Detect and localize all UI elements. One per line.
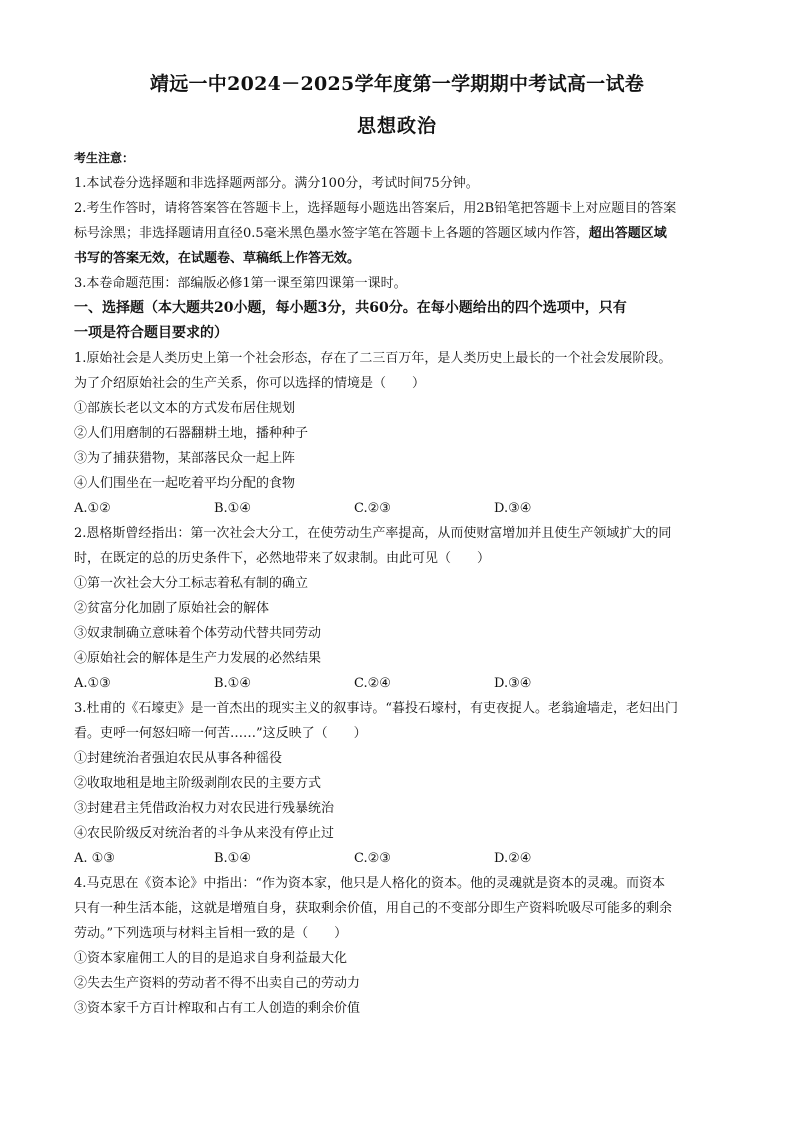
notice-item-2-line-3: 书写的答案无效，在试题卷、草稿纸上作答无效。	[74, 251, 361, 266]
section-heading-line-1: 一、选择题（本大题共20小题，每小题3分，共60分。在每小题给出的四个选项中，只有	[74, 300, 627, 316]
answer-option: B.①④	[214, 851, 251, 866]
page-title: 靖远一中2024－2025学年度第一学期期中考试高一试卷	[149, 73, 645, 95]
answer-option: C.②③	[354, 501, 391, 516]
notice-item-2-bold-text: 超出答题区域	[588, 226, 667, 241]
notice-item-2-line-1: 2.考生作答时，请将答案答在答题卡上，选择题每小题选出答案后，用2B铅笔把答题卡上对应题目的答案	[74, 201, 677, 216]
notice-item-1: 1.本试卷分选择题和非选择题两部分。满分100分，考试时间75分钟。	[74, 176, 479, 191]
question-stem-line: 看。吏呼一何怒妇啼一何苦……”这反映了（ ）	[74, 726, 367, 741]
question-stem-line: 只有一种生活本能，这就是增殖自身，获取剩余价值，用自己的不变部分即生产资料吮吸尽可能多的剩余	[74, 901, 673, 916]
question-2	[74, 521, 724, 696]
question-4	[74, 871, 724, 1021]
question-stem-line: 1.原始社会是人类历史上第一个社会形态，存在了二三百万年，是人类历史上最长的一个社会发展阶段。	[74, 351, 672, 366]
statement-item: ④农民阶级反对统治者的斗争从来没有停止过	[74, 826, 335, 841]
question-stem-line: 为了介绍原始社会的生产关系，你可以选择的情境是（ ）	[74, 376, 426, 391]
answer-option: A. ①③	[74, 851, 115, 866]
statement-item: ③资本家千方百计榨取和占有工人创造的剩余价值	[74, 1001, 361, 1016]
answer-option: D.③④	[494, 676, 532, 691]
question-1	[74, 346, 724, 521]
notice-item-2-normal-text: 标号涂黑；非选择题请用直径0.5毫米黑色墨水签字笔在答题卡上各题的答题区域内作答，	[74, 226, 589, 241]
answer-option: D.②④	[494, 851, 532, 866]
statement-item: ①第一次社会大分工标志着私有制的确立	[74, 576, 309, 591]
question-stem-line: 2.恩格斯曾经指出：第一次社会大分工，在使劳动生产率提高，从而使财富增加并且使生产领域扩大的同	[74, 526, 672, 541]
answer-options	[74, 671, 724, 696]
statement-item: ③奴隶制确立意味着个体劳动代替共同劳动	[74, 626, 322, 641]
subject-title: 思想政治	[356, 115, 437, 137]
statement-item: ④人们围坐在一起吃着平均分配的食物	[74, 476, 296, 491]
question-stem-line: 劳动。”下列选项与材料主旨相一致的是（ ）	[74, 926, 348, 941]
statement-item: ①资本家雇佣工人的目的是追求自身利益最大化	[74, 951, 348, 966]
statement-item: ③封建君主凭借政治权力对农民进行残暴统治	[74, 801, 335, 816]
question-list	[74, 346, 724, 1021]
answer-option: B.①④	[214, 501, 251, 516]
statement-item: ②失去生产资料的劳动者不得不出卖自己的劳动力	[74, 976, 361, 991]
answer-option: C.②③	[354, 851, 391, 866]
statement-item: ④原始社会的解体是生产力发展的必然结果	[74, 651, 322, 666]
statement-item: ②收取地租是地主阶级剥削农民的主要方式	[74, 776, 322, 791]
notice-heading: 考生注意：	[74, 151, 135, 165]
answer-option: A.①②	[74, 501, 111, 516]
answer-option: B.①④	[214, 676, 251, 691]
section-heading-line-2: 一项是符合题目要求的）	[74, 325, 228, 341]
statement-item: ②人们用磨制的石器翻耕土地，播种种子	[74, 426, 309, 441]
notice-item-3: 3.本卷命题范围：部编版必修1第一课至第四课第一课时。	[74, 276, 407, 291]
notice-item-2-line-2	[74, 221, 724, 246]
statement-item: ①封建统治者强迫农民从事各种徭役	[74, 751, 283, 766]
statement-item: ②贫富分化加剧了原始社会的解体	[74, 601, 270, 616]
question-3	[74, 696, 724, 871]
statement-item: ①部族长老以文本的方式发布居住规划	[74, 401, 296, 416]
answer-option: D.③④	[494, 501, 532, 516]
answer-option: A.①③	[74, 676, 111, 691]
exam-body	[74, 146, 724, 1021]
answer-option: C.②④	[354, 676, 391, 691]
answer-options	[74, 846, 724, 871]
answer-options	[74, 496, 724, 521]
question-stem-line: 3.杜甫的《石壕吏》是一首杰出的现实主义的叙事诗。“暮投石壕村，有吏夜捉人。老翁逾墙走，老妇出门	[74, 701, 679, 716]
question-stem-line: 时，在既定的总的历史条件下，必然地带来了奴隶制。由此可见（ ）	[74, 551, 491, 566]
statement-item: ③为了捕获猎物，某部落民众一起上阵	[74, 451, 296, 466]
question-stem-line: 4.马克思在《资本论》中指出：“作为资本家，他只是人格化的资本。他的灵魂就是资本的灵魂。而资本	[74, 876, 666, 891]
